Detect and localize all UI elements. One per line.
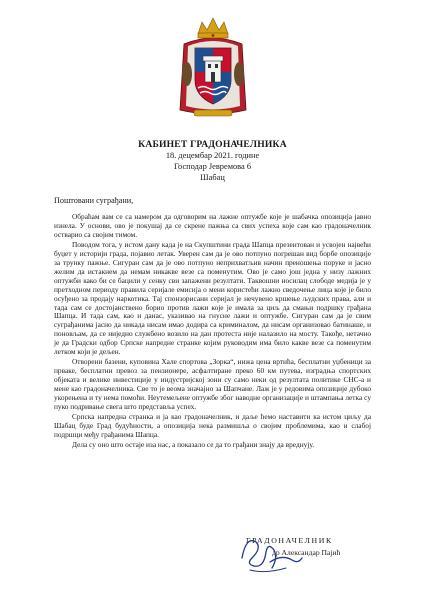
letter-body <box>54 213 371 451</box>
coat-of-arms-emblem <box>176 14 250 122</box>
paragraph-4: Српска напредна странка и ја као градоначелник, и даље ћемо наставити ка истом циљу да Шабац буде Град будућности, а опозиција нека размишља о својим проблемима, као и слабој подршци међу грађанима Шапца. <box>54 411 371 439</box>
paragraph-3: Отворени базени, куповина Хале спортова „Зорка“, нижа цена вртића, бесплатни уџбеници за прваке, бесплатни превоз за пензионере, асфалтиране преко 60 км путева, изградња спортских објеката и велике инвестиције у индустријској зони су само неки од резултата политике СНС-а и мене као градоначелника. Све то је веома значајно за Шапчане. Лаж је у редовима опозиције дубоко укорењена и ту нема помоћи. Неутемељене оптужбе због наводне организације и штампања летка су пуко подривање свега што представља успех. <box>54 357 371 412</box>
paragraph-1: Обраћам вам се са намером да одговорим на лажне оптужбе које је шабачка опозиција јавно изнела. У основи, ово је покушај да се скрене пажња са свих успеха које сам као градоначелник остварио са својим тимом. <box>54 212 371 239</box>
office-city: Шабац <box>200 173 225 182</box>
paragraph-5: Дела су оно што остаје иза нас, а показало се да то грађани знају да вреднују. <box>72 439 315 449</box>
office-address: Господар Јевремова 6 <box>173 162 252 171</box>
signatory-name: др Александар Пајић <box>272 548 341 557</box>
handwritten-signature <box>236 528 306 578</box>
signatory-title: ГРАДОНАЧЕЛНИК <box>246 536 333 545</box>
greeting: Поштовани суграђани, <box>54 196 134 205</box>
office-title: КАБИНЕТ ГРАДОНАЧЕЛНИКА <box>138 139 287 150</box>
letter-date: 18. децембар 2021. године <box>165 151 260 160</box>
paragraph-2: Поводом тога, у истом дану када је на Скупштини града Шапца презентован и усвојен највећи буџет у историји града, појавио летак. Уверен сам да је ово потпуно погрешан вид борбе опозиције за трунку пажње. Сигуран сам да је ово потпуно неприхватљив начин преношења поруке и јасно желим да истакнем да немам никакве везе са поменутим. Ово је само још једна у низу лажних оптужби како би се бацили у сенку сви запажени резултати. Таквошни носилац слободе медија је у претходном периоду правила серијале емисија о мени користећи лажно сведочење лица које је било осуђено за продају наркотика. Тај спонзорисани серијал је нечувено кршење људских права, али и тада сам се достојанствено борио против лажи које је имала за циљ да смањи подршку грађана Шапца. И тада сам, као и данас, указивао на гнусне лажи и оптужбе. Сигуран сам да је свим суграђанима јасно да никада нисам имао додира са криминалом, да нисам организовао батинаше, и поновљам, да се ниједно службено возило на дан протеста није налазило на мосту. Такође, нетачно је да Градски одбор Српске напредне странке којим руководим има било какве везе са поменутим летком који је дељен. <box>54 239 371 357</box>
